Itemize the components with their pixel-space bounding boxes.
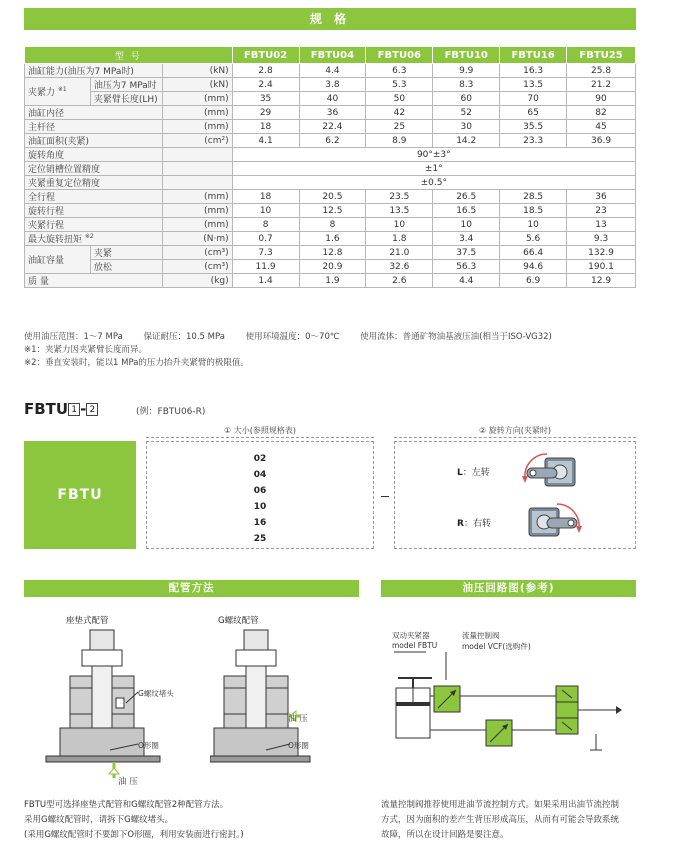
row-name: 夹紧行程 (25, 218, 163, 232)
cell: 8.3 (433, 78, 500, 92)
cell: 16.5 (433, 204, 500, 218)
row-unit: (kg) (162, 274, 232, 288)
row-unit: (mm) (162, 106, 232, 120)
model-prefix: FBTU (24, 400, 69, 418)
span-cell: 90°±3° (232, 148, 635, 162)
table-row (25, 260, 636, 274)
cell: 7.3 (232, 246, 299, 260)
cell: 35.5 (500, 120, 567, 134)
cell: 5.3 (366, 78, 433, 92)
table-row (25, 92, 636, 106)
cell: 2.6 (366, 274, 433, 288)
cell: 190.1 (567, 260, 636, 274)
row-name: 旋转行程 (25, 204, 163, 218)
row-name: 主杆径 (25, 120, 163, 134)
model-col: FBTU04 (299, 47, 366, 64)
row-note: ※2 (84, 233, 94, 240)
row-name: 质 量 (25, 274, 163, 288)
row-unit: (kN) (162, 78, 232, 92)
group-label: 夹紧力 (28, 88, 56, 98)
cell: 4.1 (232, 134, 299, 148)
cell: 66.4 (500, 246, 567, 260)
hydraulic-circuit-diagram (386, 650, 636, 760)
size-option: 25 (253, 534, 267, 544)
cell: 21.0 (366, 246, 433, 260)
cell: 18 (232, 190, 299, 204)
circuit-desc-line: 流量控制阀推荐使用进油节流控制方式。如果采用出油节流控制 (381, 800, 620, 810)
cell: 3.8 (299, 78, 366, 92)
row-sub: 油压为7 MPa时 (90, 78, 162, 92)
piping-description (24, 798, 244, 843)
right-rotation-label (457, 516, 491, 529)
table-row (25, 190, 636, 204)
cell: 13.5 (500, 78, 567, 92)
g-thread-piping-diagram (210, 628, 340, 790)
row-name: 夹紧重复定位精度 (25, 176, 163, 190)
left-code: L (457, 468, 463, 478)
code-box-1: 1 (68, 403, 80, 416)
oil-pressure-label-g: 油 压 (288, 714, 308, 724)
row-sub: 夹紧臂长度(LH) (90, 92, 162, 106)
cell: 65 (500, 106, 567, 120)
row-name: 定位销槽位置精度 (25, 162, 163, 176)
table-row (25, 64, 636, 78)
row-name: 全行程 (25, 190, 163, 204)
direction-label-divider (394, 437, 636, 438)
row-name: 油缸面积(夹紧) (25, 134, 163, 148)
cell: 23.5 (366, 190, 433, 204)
cell: 13 (567, 218, 636, 232)
piping-desc-line: (采用G螺纹配管时不要卸下O形圈，利用安装面进行密封。) (24, 830, 244, 840)
cell: 6.2 (299, 134, 366, 148)
row-group (25, 78, 91, 106)
table-row (25, 274, 636, 288)
row-name: 最大旋转扭矩 (28, 235, 83, 245)
size-label-divider (146, 437, 374, 438)
cell: 50 (366, 92, 433, 106)
piping-title: 配管方法 (168, 582, 215, 594)
model-code-example: (例：FBTU06-R) (136, 407, 206, 417)
notes-conditions (24, 331, 570, 344)
cell: 9.3 (567, 232, 636, 246)
note-temperature: 使用环境温度：0～70℃ (245, 332, 340, 342)
cell: 11.9 (232, 260, 299, 274)
model-col: FBTU16 (500, 47, 567, 64)
seat-piping-title: 座垫式配管 (66, 616, 109, 626)
g-plug-label: G螺纹堵头 (138, 689, 174, 698)
cell: 9.9 (433, 64, 500, 78)
cell: 12.5 (299, 204, 366, 218)
cell: 22.4 (299, 120, 366, 134)
cell: 18 (232, 120, 299, 134)
o-ring-label-seat: O形圈 (138, 741, 159, 750)
cell: 1.8 (366, 232, 433, 246)
note-fluid: 使用流体：普通矿物油基液压油(相当于ISO-VG32) (360, 332, 552, 342)
valve-label-1: 流量控制阀 (462, 631, 500, 640)
code-box-2: 2 (86, 403, 98, 416)
cell: 52 (433, 106, 500, 120)
direction-column-label: ② 旋转方向(夹紧时) (479, 426, 551, 435)
table-row (25, 120, 636, 134)
cell: 32.6 (366, 260, 433, 274)
cell: 10 (500, 218, 567, 232)
cell: 20.5 (299, 190, 366, 204)
model-block: FBTU (24, 441, 136, 549)
cell: 1.9 (299, 274, 366, 288)
cell: 37.5 (433, 246, 500, 260)
cell: 36.9 (567, 134, 636, 148)
cell: 132.9 (567, 246, 636, 260)
piping-section-bar (24, 580, 359, 597)
cell: 4.4 (433, 274, 500, 288)
table-row (25, 176, 636, 190)
row-unit: (mm) (162, 204, 232, 218)
table-row (25, 246, 636, 260)
circuit-desc-line: 故障，所以在设计回路是要注意。 (381, 830, 509, 840)
table-header-row (25, 47, 636, 64)
cell: 12.8 (299, 246, 366, 260)
seat-piping-diagram (40, 628, 170, 790)
left-rotation-clamp-illustration (517, 448, 587, 494)
row-unit: (cm²) (162, 134, 232, 148)
cell: 94.6 (500, 260, 567, 274)
row-sub: 放松 (90, 260, 162, 274)
cell: 42 (366, 106, 433, 120)
cell: 90 (567, 92, 636, 106)
cell: 4.4 (299, 64, 366, 78)
cell: 26.5 (433, 190, 500, 204)
spec-table (24, 46, 636, 288)
spec-notes (24, 331, 570, 370)
cell: 3.4 (433, 232, 500, 246)
model-col: FBTU02 (232, 47, 299, 64)
note-pressure-range: 使用油压范围：1～7 MPa (24, 332, 123, 342)
cell: 16.3 (500, 64, 567, 78)
row-unit (162, 148, 232, 162)
cell: 1.6 (299, 232, 366, 246)
note-proof-pressure: 保证耐压：10.5 MPa (143, 332, 225, 342)
cell: 25 (366, 120, 433, 134)
row-sub: 夹紧 (90, 246, 162, 260)
model-col: FBTU06 (366, 47, 433, 64)
table-row (25, 106, 636, 120)
table-row (25, 78, 636, 92)
cell: 35 (232, 92, 299, 106)
cell: 20.9 (299, 260, 366, 274)
table-row (25, 162, 636, 176)
cell: 0.7 (232, 232, 299, 246)
right-text: ：右转 (463, 519, 491, 529)
cell: 1.4 (232, 274, 299, 288)
cell: 18.5 (500, 204, 567, 218)
size-option: 10 (253, 502, 267, 512)
row-unit: (N·m) (162, 232, 232, 246)
cell: 8.9 (366, 134, 433, 148)
table-row (25, 218, 636, 232)
model-header: 型 号 (25, 47, 233, 64)
cell: 70 (500, 92, 567, 106)
row-unit (162, 162, 232, 176)
left-rotation-label (457, 465, 490, 478)
row-name: 旋转角度 (25, 148, 163, 162)
o-ring-label-g: O形圈 (288, 741, 309, 750)
span-cell: ±1° (232, 162, 635, 176)
size-option: 04 (253, 470, 267, 480)
table-row (25, 204, 636, 218)
size-list (147, 451, 373, 547)
circuit-section-bar (381, 580, 636, 597)
note-2: ※2：垂直安装时，能以1 MPa的压力抬升夹紧臂的极限值。 (24, 358, 249, 368)
clamp-label-2: model FBTU (392, 641, 438, 650)
cell: 14.2 (433, 134, 500, 148)
size-box (146, 441, 374, 549)
cell: 13.5 (366, 204, 433, 218)
g-thread-piping-title: G螺纹配管 (218, 616, 259, 626)
cell: 23.3 (500, 134, 567, 148)
size-column-label: ① 大小(参照规格表) (224, 426, 296, 435)
cell: 6.3 (366, 64, 433, 78)
note-1: ※1：夹紧力因夹紧臂长度而异。 (24, 345, 148, 355)
model-col: FBTU25 (567, 47, 636, 64)
row-unit: (cm³) (162, 246, 232, 260)
code-dash: - (80, 400, 87, 418)
size-option: 06 (253, 486, 267, 496)
row-unit: (cm³) (162, 260, 232, 274)
row-unit: (mm) (162, 190, 232, 204)
right-code: R (457, 519, 464, 529)
row-group: 油缸容量 (25, 246, 91, 274)
cell: 36 (567, 190, 636, 204)
cell: 2.8 (232, 64, 299, 78)
row-name-with-note (25, 232, 163, 246)
spec-title: 规 格 (309, 12, 351, 26)
cell: 12.9 (567, 274, 636, 288)
table-row (25, 232, 636, 246)
circuit-description (381, 798, 619, 843)
cell: 56.3 (433, 260, 500, 274)
row-unit: (mm) (162, 120, 232, 134)
row-unit (162, 176, 232, 190)
code-separator (381, 496, 389, 497)
row-unit: (kN) (162, 64, 232, 78)
span-cell: ±0.5° (232, 176, 635, 190)
cell: 8 (299, 218, 366, 232)
row-name: 油缸内径 (25, 106, 163, 120)
cell: 25.8 (567, 64, 636, 78)
clamp-label-1: 双动夹紧器 (392, 631, 430, 640)
model-col: FBTU10 (433, 47, 500, 64)
piping-desc-line: 采用G螺纹配管时，请拆下G螺纹堵头。 (24, 815, 174, 825)
cell: 28.5 (500, 190, 567, 204)
cell: 10 (433, 218, 500, 232)
right-rotation-clamp-illustration (517, 498, 597, 544)
row-unit: (mm) (162, 218, 232, 232)
size-option: 02 (253, 454, 267, 464)
cell: 8 (232, 218, 299, 232)
valve-label-2: model VCF(选购件) (462, 642, 531, 651)
left-text: ：左转 (462, 468, 490, 478)
cell: 30 (433, 120, 500, 134)
row-name: 油缸能力(油压为7 MPa时) (25, 64, 163, 78)
cell: 60 (433, 92, 500, 106)
cell: 2.4 (232, 78, 299, 92)
circuit-desc-line: 方式，因为面积的差产生背压形成高压，从而有可能会导致系统 (381, 815, 620, 825)
cell: 10 (366, 218, 433, 232)
cell: 21.2 (567, 78, 636, 92)
spec-title-bar (24, 8, 636, 30)
table-row (25, 148, 636, 162)
table-row (25, 134, 636, 148)
cell: 82 (567, 106, 636, 120)
size-option: 16 (253, 518, 267, 528)
direction-box (394, 441, 636, 549)
cell: 6.9 (500, 274, 567, 288)
row-unit: (mm) (162, 92, 232, 106)
cell: 36 (299, 106, 366, 120)
cell: 40 (299, 92, 366, 106)
cell: 45 (567, 120, 636, 134)
oil-pressure-label-seat: 油 压 (118, 777, 138, 787)
circuit-title: 油压回路图(参考) (462, 582, 555, 594)
cell: 29 (232, 106, 299, 120)
cell: 10 (232, 204, 299, 218)
piping-desc-line: FBTU型可选择座垫式配管和G螺纹配管2种配管方法。 (24, 800, 229, 810)
group-note: ※1 (57, 86, 67, 93)
model-code-title (24, 400, 98, 418)
cell: 23 (567, 204, 636, 218)
cell: 5.6 (500, 232, 567, 246)
